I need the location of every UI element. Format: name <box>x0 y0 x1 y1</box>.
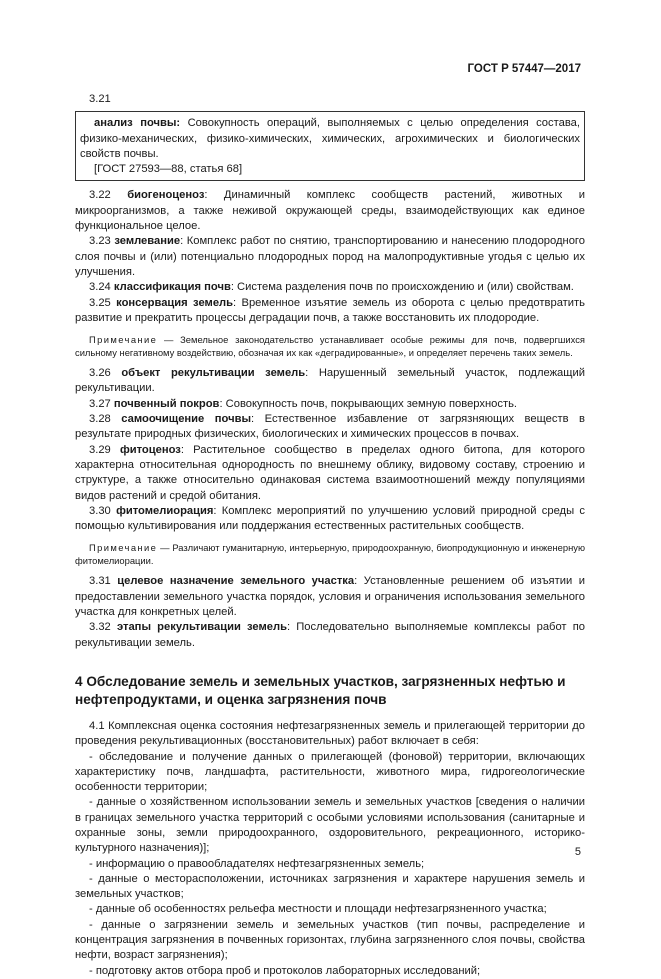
note-1 <box>75 333 585 359</box>
term-title: фитоценоз <box>119 443 181 456</box>
term-number: 3.23 <box>89 235 115 248</box>
term-title: этапы рекультивации земель <box>116 621 287 634</box>
note-text: — Земельное законодательство устанавливает особые режимы для почв, подвергшихся сильному негативному воздействию, обозначая их как «деградированные», и определяет перечень таких земель. <box>75 334 585 359</box>
term-definition: : Комплекс работ по снятию, транспортированию и нанесению плодородного слоя почвы и (или) потенциально плодородных пород на малопродуктивные угодья с целью их улучшения. <box>75 235 585 278</box>
note-label: Примечание <box>89 334 158 346</box>
term-definition: : Совокупность почв, покрывающих земную поверхность. <box>219 397 518 410</box>
term-number-3-21: 3.21 <box>89 93 111 105</box>
term-number: 3.30 <box>89 504 117 517</box>
term-definition: : Комплекс мероприятий по улучшению условий природной среды с помощью культивирования или поддержания естественных растительных сообществ. <box>75 504 585 533</box>
term-3-28 <box>75 412 585 443</box>
term-definition: : Естественное избавление от загрязняющих веществ в результате природных физических, биологических и химических процессов в почвах. <box>75 413 585 441</box>
term-number: 3.32 <box>89 621 117 634</box>
term-number: 3.27 <box>89 397 114 410</box>
term-title: анализ почвы: <box>94 117 181 130</box>
term-3-32 <box>75 620 585 651</box>
term-3-24 <box>75 280 585 295</box>
list-item: - подготовку актов отбора проб и протоколов лабораторных исследований; <box>89 964 481 977</box>
term-title: целевое назначение земельного участка <box>117 575 355 588</box>
note-2 <box>75 541 585 567</box>
list-item: - информацию о правообладателях нефтезагрязненных земель; <box>89 857 425 870</box>
list-item: - данные об особенностях рельефа местности и площади нефтезагрязненного участка; <box>89 903 547 916</box>
term-title: почвенный покров <box>113 397 220 410</box>
term-definition: : Растительное сообщество в пределах одного битопа, для которого характерна относительная однородность по внешнему облику, видовому составу, строению и структуре, а также относительно одинаковая система взаимоотношений между популяциями видов растений и средой обитания. <box>75 443 585 502</box>
term-number: 3.26 <box>89 367 122 380</box>
term-definition: : Последовательно выполняемые комплексы работ по рекультивации земель. <box>75 621 585 649</box>
page-number: 5 <box>574 846 581 858</box>
page-content <box>75 92 585 979</box>
note-text: — Различают гуманитарную, интерьерную, природоохранную, биопродукционную и инженерную фитомелиорации. <box>75 542 585 567</box>
term-number: 3.22 <box>89 189 128 202</box>
term-title: биогеноценоз <box>127 189 205 202</box>
term-3-26 <box>75 366 585 397</box>
list-item: - данные о месторасположении, источниках загрязнения и характере нарушения земель и земельных участков; <box>75 872 585 901</box>
standard-number: ГОСТ Р 57447—2017 <box>467 63 581 75</box>
clause-4-1: 4.1 Комплексная оценка состояния нефтезагрязненных земель и прилегающей территории до проведения рекультивационных (восстановительных) работ включает в себя: <box>75 719 585 748</box>
term-number: 3.31 <box>89 575 118 588</box>
term-3-22 <box>75 188 585 234</box>
term-3-23 <box>75 234 585 280</box>
term-definition: Совокупность операций, выполняемых с целью определения состава, физико-механических, физико-химических, химических, агрохимических и биологических свойств почвы. <box>80 117 580 160</box>
term-definition: : Нарушенный земельный участок, подлежащий рекультивации. <box>75 367 585 395</box>
term-reference: [ГОСТ 27593—88, статья 68] <box>94 163 243 176</box>
term-definition: : Динамичный комплекс сообществ растений, животных и микроорганизмов, а также неживой окружающей среды, взаимодействующих как единое функциональное целое. <box>75 189 585 233</box>
term-3-31 <box>75 574 585 620</box>
term-number: 3.29 <box>89 443 120 456</box>
term-number: 3.28 <box>89 413 122 426</box>
citation-frame <box>75 111 585 181</box>
term-definition: : Система разделения почв по происхождению и (или) свойствам. <box>230 281 574 294</box>
term-title: классификация почв <box>113 281 231 294</box>
term-definition: : Временное изъятие земель из оборота с целью предотвратить развитие и прекратить процессы деградации почв, а также восстановить их плодородие. <box>75 296 585 324</box>
list-item: - обследование и получение данных о прилегающей (фоновой) территории, включающих характеристику почв, ландшафта, растительности, животного мира, гидрогеологические особенности территории; <box>75 750 585 794</box>
term-title: землевание <box>114 235 181 248</box>
term-number: 3.25 <box>89 296 117 309</box>
list-item: - данные о хозяйственном использовании земель и земельных участков [сведения о наличии в границах земельного участка территорий с особыми условиями использования (санитарные и охранные зоны, земли природоохранного, оздоровительного, рекреационного, историко-культурного назначения)]; <box>75 796 585 855</box>
note-label: Примечание <box>89 542 158 554</box>
term-3-29 <box>75 443 585 504</box>
term-3-27 <box>75 397 585 412</box>
term-number: 3.24 <box>89 281 114 294</box>
term-definition: : Установленные решением об изъятии и предоставлении земельного участка порядок, условия и ограничения использования земельного участка для конкретных целей. <box>75 575 585 619</box>
section-4-heading: 4 Обследование земель и земельных участков, загрязненных нефтью и нефтепродуктами, и оценка загрязнения почв <box>75 673 566 707</box>
list-item: - данные о загрязнении земель и земельных участков (тип почвы, распределение и концентрация загрязнения в почвенных горизонтах, глубина загрязненного слоя почвы, свойства нефти, возраст загрязнения); <box>75 918 585 962</box>
term-3-25 <box>75 296 585 327</box>
term-title: самоочищение почвы <box>121 413 252 426</box>
term-3-21 <box>80 116 580 162</box>
term-3-30 <box>75 504 585 535</box>
term-title: консервация земель <box>116 296 234 309</box>
term-title: фитомелиорация <box>116 504 214 517</box>
term-title: объект рекультивации земель <box>121 367 306 380</box>
